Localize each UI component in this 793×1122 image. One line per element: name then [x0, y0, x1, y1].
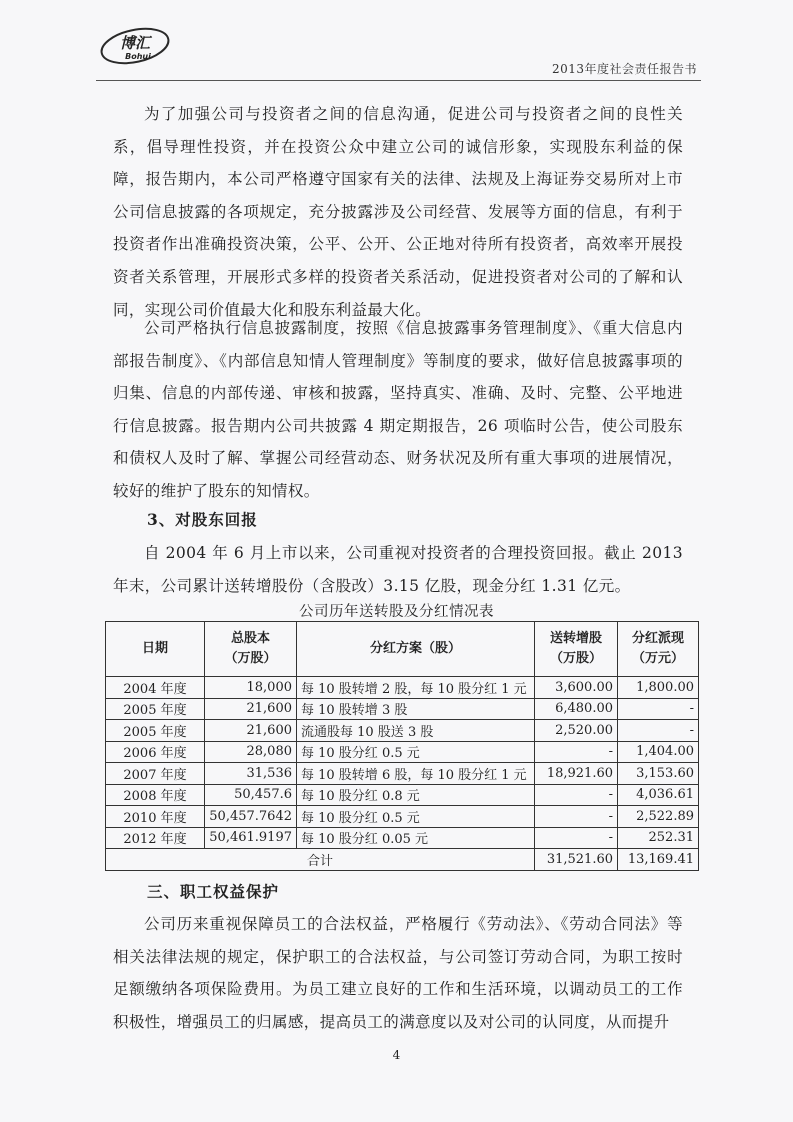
header-divider — [96, 80, 701, 81]
cell-bonus-shares: 2,520.00 — [535, 720, 618, 742]
cell-plan: 每 10 股转增 6 股，每 10 股分红 1 元 — [297, 763, 535, 785]
table-row — [106, 741, 699, 763]
cell-plan: 每 10 股分红 0.5 元 — [297, 741, 535, 763]
cell-plan: 每 10 股转增 3 股 — [297, 698, 535, 720]
page-number: 4 — [392, 1048, 401, 1062]
cell-dividend: 3,153.60 — [618, 763, 699, 785]
cell-bonus-shares: 18,921.60 — [535, 763, 618, 785]
cell-total-dividend: 13,169.41 — [618, 849, 699, 871]
cell-total-shares: 28,080 — [205, 741, 297, 763]
cell-bonus-shares: - — [535, 827, 618, 849]
cell-total-shares: 18,000 — [205, 677, 297, 699]
cell-bonus-shares: - — [535, 784, 618, 806]
cell-dividend: 1,800.00 — [618, 677, 699, 699]
dividend-table — [105, 621, 699, 871]
table-row — [106, 784, 699, 806]
header-bonus-shares: 送转增股 （万股） — [535, 622, 618, 677]
paragraph-return-summary: 自 2004 年 6 月上市以来，公司重视对投资者的合理投资回报。截止 2013 年末，公司累计送转增股份（含股改）3.15 亿股，现金分红 1.31 亿元。 — [113, 544, 683, 595]
table-row — [106, 827, 699, 849]
cell-dividend: 1,404.00 — [618, 741, 699, 763]
cell-plan: 每 10 股分红 0.05 元 — [297, 827, 535, 849]
table-row — [106, 720, 699, 742]
cell-total-shares: 50,457.7642 — [205, 806, 297, 828]
cell-date: 2007 年度 — [106, 763, 205, 785]
cell-plan: 每 10 股分红 0.8 元 — [297, 784, 535, 806]
cell-bonus-shares: 3,600.00 — [535, 677, 618, 699]
cell-plan: 每 10 股分红 0.5 元 — [297, 806, 535, 828]
cell-date: 2005 年度 — [106, 720, 205, 742]
header-total-shares: 总股本 （万股） — [205, 622, 297, 677]
cell-date: 2004 年度 — [106, 677, 205, 699]
report-title: 2013年度社会责任报告书 — [551, 62, 697, 76]
table-row — [106, 698, 699, 720]
table-row — [106, 677, 699, 699]
cell-dividend: - — [618, 698, 699, 720]
header-plan: 分红方案（股） — [297, 622, 535, 677]
cell-total-shares: 50,457.6 — [205, 784, 297, 806]
cell-total-shares: 21,600 — [205, 720, 297, 742]
table-row — [106, 763, 699, 785]
cell-bonus-shares: - — [535, 806, 618, 828]
logo-cn-text: 博汇 — [119, 34, 151, 52]
logo-en-text: Bohui — [125, 52, 151, 61]
paragraph-employee-rights: 公司历来重视保障员工的合法权益，严格履行《劳动法》、《劳动合同法》等相关法律法规的规定，保护职工的合法权益，与公司签订劳动合同，为职工按时足额缴纳各项保险费用。为员工建立良好的工作和生活环境，以调动员工的工作积极性，增强员工的归属感，提高员工的满意度以及对公司的认同度，从而提升 — [113, 915, 683, 1031]
cell-total-shares: 31,536 — [205, 763, 297, 785]
cell-bonus-shares: 6,480.00 — [535, 698, 618, 720]
table-caption: 公司历年送转股及分红情况表 — [299, 604, 494, 620]
cell-date: 2005 年度 — [106, 698, 205, 720]
cell-total-bonus-shares: 31,521.60 — [535, 849, 618, 871]
cell-dividend: 2,522.89 — [618, 806, 699, 828]
bohui-logo-icon — [98, 26, 172, 66]
cell-date: 2006 年度 — [106, 741, 205, 763]
paragraph-disclosure: 公司严格执行信息披露制度，按照《信息披露事务管理制度》、《重大信息内部报告制度》、《内部信息知情人管理制度》等制度的要求，做好信息披露事项的归集、信息的内部传递、审核和披露，坚持真实、准确、及时、完整、公平地进行信息披露。报告期内公司共披露 4 期定期报告，26 项临时公告，使公司股东和债权人及时了解、掌握公司经营动态、财务状况及所有重大事项的进展情况，较好的维护了股东的知情权。 — [113, 319, 683, 500]
paragraph-investor-relations: 为了加强公司与投资者之间的信息沟通，促进公司与投资者之间的良性关系，倡导理性投资，并在投资公众中建立公司的诚信形象，实现股东利益的保障，报告期内，本公司严格遵守国家有关的法律、法规及上海证券交易所对上市公司信息披露的各项规定，充分披露涉及公司经营、发展等方面的信息，有利于投资者作出准确投资决策，公平、公开、公正地对待所有投资者，高效率开展投资者关系管理，开展形式多样的投资者关系活动，促进投资者对公司的了解和认同，实现公司价值最大化和股东利益最大化。 — [113, 105, 683, 319]
cell-plan: 每 10 股转增 2 股，每 10 股分红 1 元 — [297, 677, 535, 699]
company-logo — [98, 26, 172, 66]
cell-bonus-shares: - — [535, 741, 618, 763]
cell-plan: 流通股每 10 股送 3 股 — [297, 720, 535, 742]
section-heading-employee-rights: 三、职工权益保护 — [147, 882, 280, 901]
cell-dividend: - — [618, 720, 699, 742]
cell-total-shares: 21,600 — [205, 698, 297, 720]
table-row — [106, 806, 699, 828]
cell-date: 2010 年度 — [106, 806, 205, 828]
cell-total-label: 合计 — [106, 849, 535, 871]
cell-date: 2008 年度 — [106, 784, 205, 806]
cell-dividend: 252.31 — [618, 827, 699, 849]
cell-date: 2012 年度 — [106, 827, 205, 849]
cell-total-shares: 50,461.9197 — [205, 827, 297, 849]
section-heading-shareholder-return: 3、对股东回报 — [147, 510, 258, 529]
header-date: 日期 — [106, 622, 205, 677]
table-total-row — [106, 849, 699, 871]
table-header-row — [106, 622, 699, 677]
header-dividend: 分红派现 （万元） — [618, 622, 699, 677]
cell-dividend: 4,036.61 — [618, 784, 699, 806]
